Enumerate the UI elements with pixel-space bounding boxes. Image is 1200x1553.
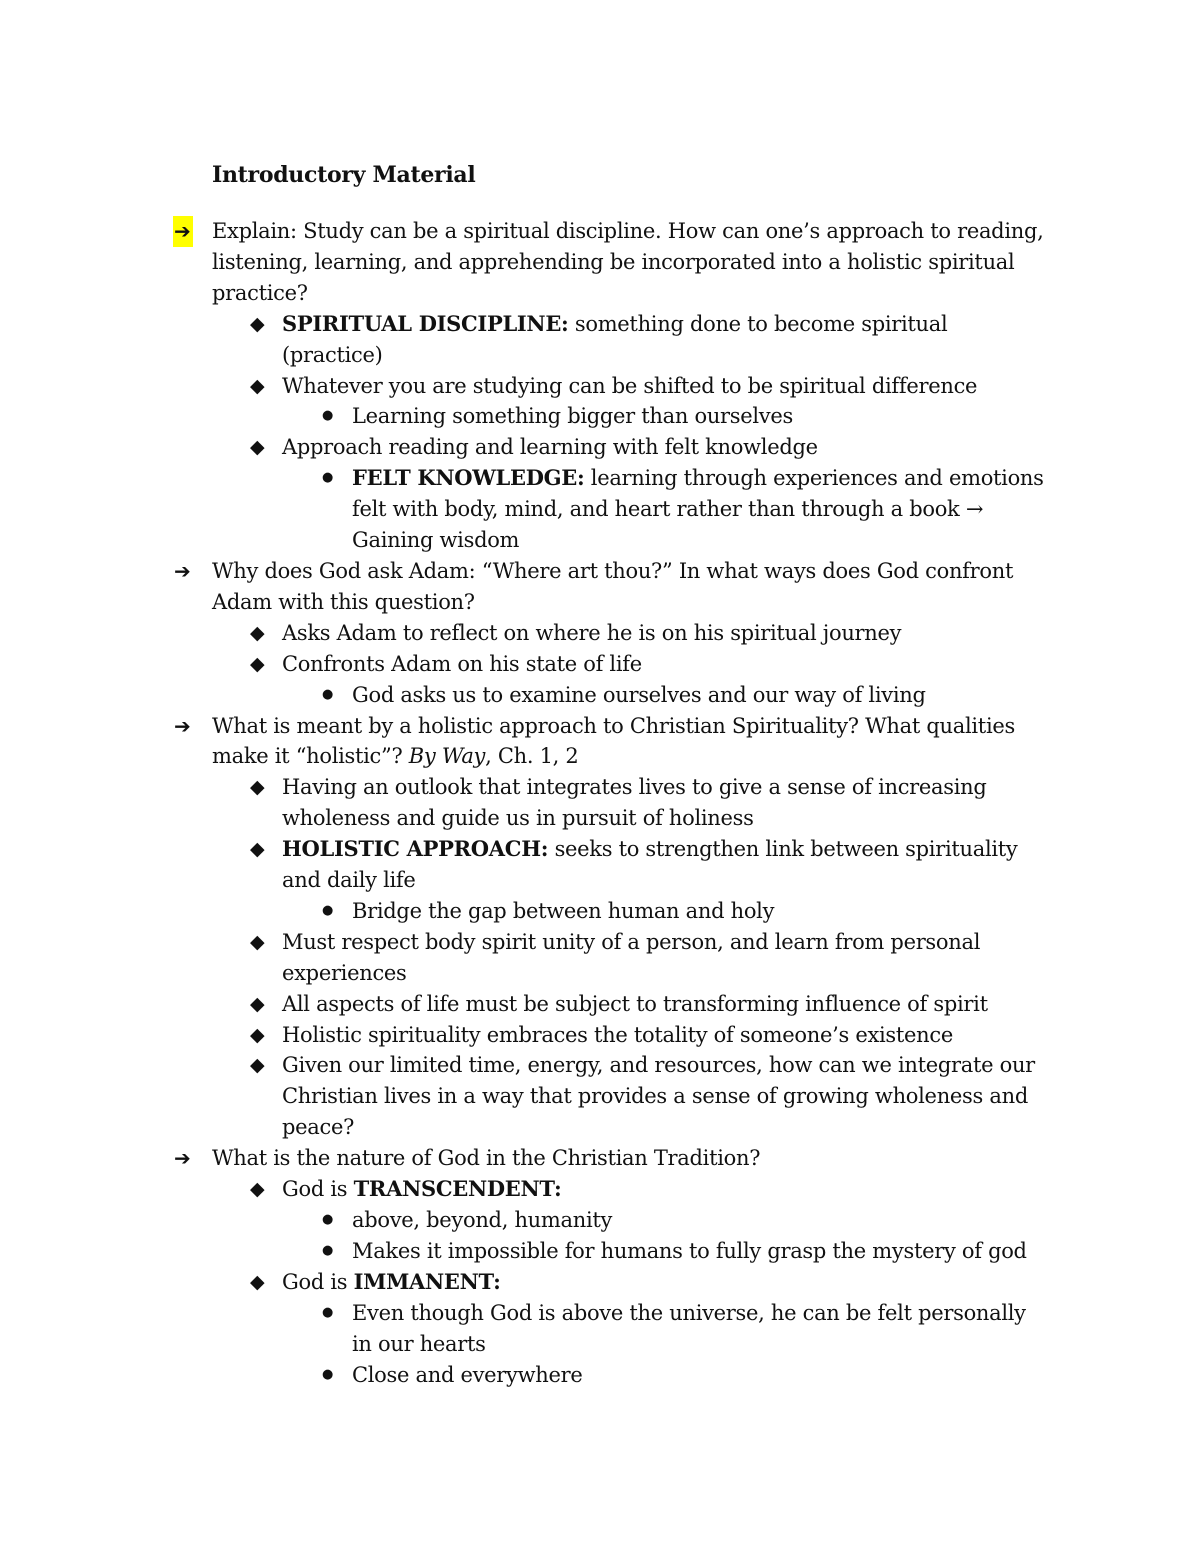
sub-bullet-text: Makes it impossible for humans to fully grasp the mystery of god	[352, 1238, 1027, 1263]
bullet-text: All aspects of life must be subject to transforming influence of spirit	[282, 991, 988, 1016]
question-item	[174, 556, 1047, 618]
sub-bullet-text: Even though God is above the universe, he can be felt personally in our hearts	[352, 1300, 1026, 1356]
book-title: By Way	[408, 744, 486, 769]
diamond-bullet-icon: ◆	[250, 652, 265, 675]
term-label: HOLISTIC APPROACH:	[282, 836, 549, 862]
bullet-text: Holistic spirituality embraces the totality of someone’s existence	[282, 1022, 953, 1047]
bullet-item	[250, 772, 1047, 834]
bullet-item	[250, 1050, 1047, 1143]
dot-bullet-icon: ●	[322, 408, 334, 424]
bullet-item	[250, 927, 1047, 989]
bullet-text: Given our limited time, energy, and resources, how can we integrate our Christian lives in a way that provides a sense of growing wholeness and peace?	[282, 1053, 1035, 1140]
arrow-icon: ➔	[174, 558, 191, 583]
diamond-bullet-icon: ◆	[250, 992, 265, 1015]
arrow-icon: ➔	[173, 216, 193, 247]
bullet-text: Approach reading and learning with felt knowledge	[282, 435, 818, 460]
bullet-text: Whatever you are studying can be shifted to be spiritual difference	[282, 373, 978, 398]
dot-bullet-icon: ●	[322, 1212, 334, 1227]
arrow-icon: ➔	[174, 1146, 191, 1171]
dot-bullet-icon: ●	[322, 902, 334, 918]
term-label: TRANSCENDENT:	[353, 1176, 562, 1202]
bullet-text: something done to become spiritual (practice)	[282, 311, 948, 367]
bullet-item	[250, 1174, 1047, 1205]
term-label: FELT KNOWLEDGE:	[352, 465, 585, 491]
bullet-item	[250, 649, 1047, 680]
bullet-item	[250, 309, 1047, 371]
bullet-text: Asks Adam to reflect on where he is on his spiritual journey	[282, 620, 902, 645]
sub-bullet-item	[322, 680, 1047, 711]
question-item	[174, 216, 1047, 309]
bullet-item	[250, 371, 1047, 402]
diamond-bullet-icon: ◆	[250, 1178, 265, 1201]
diamond-bullet-icon: ◆	[250, 1054, 265, 1077]
bullet-text: seeks to strengthen link between spirituality and daily life	[282, 837, 1018, 893]
diamond-bullet-icon: ◆	[250, 930, 265, 953]
chapter-ref: , Ch. 1, 2	[485, 744, 579, 769]
bullet-item	[250, 1267, 1047, 1298]
dot-bullet-icon: ●	[322, 470, 334, 486]
bullet-text: God is	[282, 1269, 354, 1294]
diamond-bullet-icon: ◆	[250, 776, 265, 799]
question-text: Why does God ask Adam: “Where art thou?” In what ways does God confront Adam with this question?	[212, 558, 1014, 614]
bullet-item	[250, 1020, 1047, 1051]
diamond-bullet-icon: ◆	[250, 374, 265, 397]
sub-bullet-item	[322, 463, 1047, 556]
diamond-bullet-icon: ◆	[250, 1270, 265, 1293]
outline	[0, 216, 1200, 1390]
bullet-item	[250, 432, 1047, 463]
sub-bullet-text: above, beyond, humanity	[352, 1208, 613, 1232]
sub-bullet-text: learning through experiences and emotions felt with body, mind, and heart rather than through a book → Gaining wisdom	[352, 466, 1044, 553]
question-item	[174, 1143, 1047, 1174]
sub-bullet-text: Bridge the gap between human and holy	[352, 898, 775, 923]
sub-bullet-text: Learning something bigger than ourselves	[352, 404, 793, 429]
sub-bullet-item	[322, 401, 1047, 432]
bullet-item	[250, 618, 1047, 649]
bullet-text: God is	[282, 1177, 354, 1202]
bullet-text: Confronts Adam on his state of life	[282, 651, 642, 676]
dot-bullet-icon: ●	[322, 686, 334, 702]
sub-bullet-item	[322, 1236, 1047, 1267]
term-label: IMMANENT:	[353, 1268, 501, 1294]
diamond-bullet-icon: ◆	[250, 838, 265, 861]
bullet-item	[250, 989, 1047, 1020]
question-text: What is the nature of God in the Christian Tradition?	[212, 1146, 761, 1171]
question-text: Explain: Study can be a spiritual discipline. How can one’s approach to reading, listening, learning, and apprehending be incorporated into a holistic spiritual practice?	[212, 219, 1044, 305]
diamond-bullet-icon: ◆	[250, 436, 265, 459]
sub-bullet-item	[322, 1298, 1047, 1360]
arrow-icon: ➔	[174, 713, 191, 738]
bullet-item	[250, 834, 1047, 896]
diamond-bullet-icon: ◆	[250, 621, 265, 644]
diamond-bullet-icon: ◆	[250, 1023, 265, 1046]
dot-bullet-icon: ●	[322, 1366, 334, 1382]
bullet-text: Must respect body spirit unity of a person, and learn from personal experiences	[282, 929, 981, 985]
sub-bullet-item	[322, 1205, 1047, 1236]
term-label: SPIRITUAL DISCIPLINE:	[282, 310, 569, 336]
diamond-bullet-icon: ◆	[250, 312, 265, 335]
dot-bullet-icon: ●	[322, 1304, 334, 1320]
question-text: What is meant by a holistic approach to Christian Spirituality? What qualities make it “holistic”?	[212, 713, 1015, 769]
question-item	[174, 711, 1047, 773]
page-title: Introductory Material	[212, 162, 476, 188]
sub-bullet-text: Close and everywhere	[352, 1362, 583, 1387]
sub-bullet-item	[322, 1360, 1047, 1391]
bullet-text: Having an outlook that integrates lives to give a sense of increasing wholeness and guide us in pursuit of holiness	[282, 775, 987, 831]
sub-bullet-text: God asks us to examine ourselves and our way of living	[352, 682, 926, 707]
sub-bullet-item	[322, 896, 1047, 927]
dot-bullet-icon: ●	[322, 1242, 334, 1258]
